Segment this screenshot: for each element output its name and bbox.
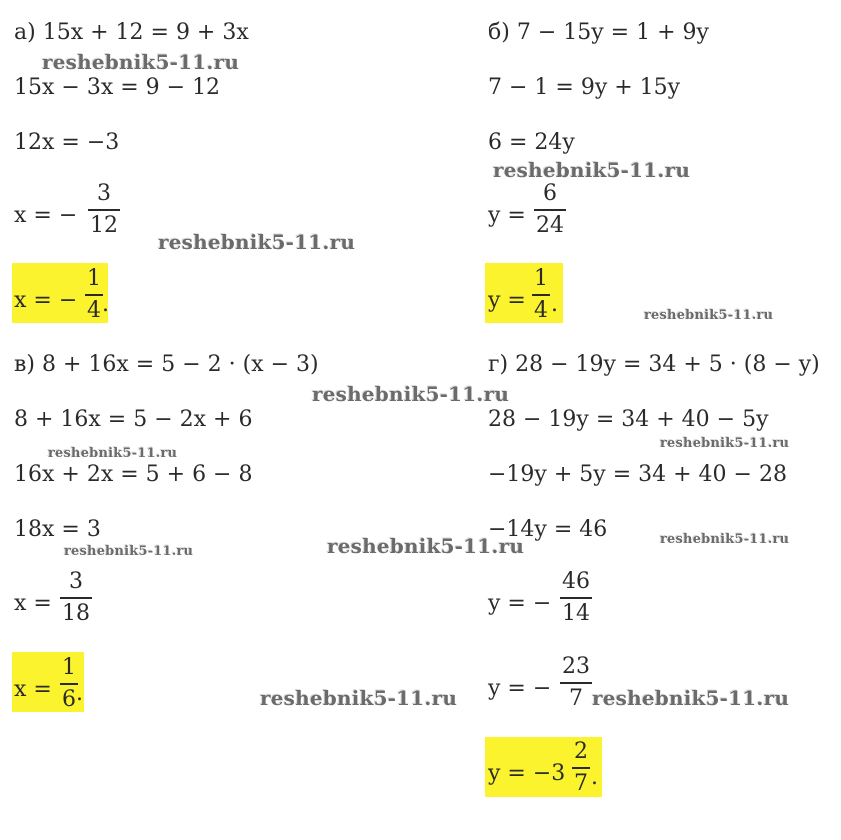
fraction-bar — [60, 597, 92, 599]
fraction-numerator: 3 — [97, 181, 111, 206]
fraction-denominator: 12 — [90, 212, 118, 238]
fraction-bar — [572, 767, 590, 769]
fraction-denominator: 18 — [62, 600, 90, 626]
fraction-bar — [560, 597, 592, 599]
problem-g-eq: 28 − 19y = 34 + 5 · (8 − y) — [515, 352, 820, 377]
fraction-denominator: 4 — [87, 297, 101, 323]
fraction-bar — [560, 682, 592, 684]
problem-a-label: а) — [14, 20, 36, 45]
problem-v-step-3: 18x = 3 — [14, 517, 101, 542]
problem-g-frac2-lhs: y = − — [488, 676, 552, 701]
problem-g-label: г) — [488, 352, 509, 377]
problem-b-label: б) — [488, 20, 510, 45]
problem-v-answer-lhs: x = — [14, 677, 52, 702]
problem-v-answer-dot: . — [76, 681, 83, 706]
watermark-text: reshebnik5-11.ru — [312, 382, 510, 406]
problem-g-answer-dot: . — [591, 765, 598, 790]
problem-a-answer-fraction — [85, 267, 103, 323]
problem-g-step-3: −14y = 46 — [488, 517, 608, 542]
fraction-denominator: 14 — [562, 600, 590, 626]
fraction-bar — [532, 294, 550, 296]
problem-b-eq: 7 − 15y = 1 + 9y — [516, 20, 709, 45]
fraction-numerator: 1 — [534, 266, 548, 291]
problem-v-frac-lhs: x = — [14, 591, 52, 616]
problem-g-equation — [488, 352, 820, 378]
problem-b-fraction — [534, 182, 566, 238]
problem-v-step-2: 16x + 2x = 5 + 6 − 8 — [14, 462, 253, 487]
problem-v-fraction — [60, 570, 92, 626]
fraction-numerator: 3 — [69, 569, 83, 594]
problem-b-answer-lhs: y = — [488, 288, 526, 313]
fraction-bar — [85, 294, 103, 296]
fraction-numerator: 23 — [562, 654, 590, 679]
problem-v-equation — [14, 352, 319, 378]
problem-a-equation — [14, 20, 249, 46]
fraction-denominator: 4 — [534, 297, 548, 323]
problem-g-frac1-lhs: y = − — [488, 591, 552, 616]
problem-g-step-2: −19y + 5y = 34 + 40 − 28 — [488, 462, 787, 487]
problem-v-eq: 8 + 16x = 5 − 2 · (x − 3) — [41, 352, 319, 377]
watermark-text: reshebnik5-11.ru — [493, 158, 691, 182]
problem-a-step-2: 12x = −3 — [14, 130, 120, 155]
fraction-numerator: 1 — [87, 266, 101, 291]
watermark-text: reshebnik5-11.ru — [48, 446, 178, 461]
fraction-bar — [534, 209, 566, 211]
watermark-text: reshebnik5-11.ru — [592, 686, 790, 710]
watermark-text: reshebnik5-11.ru — [644, 308, 774, 323]
watermark-text: reshebnik5-11.ru — [158, 230, 356, 254]
watermark-text: reshebnik5-11.ru — [64, 544, 194, 559]
problem-v-step-1: 8 + 16x = 5 − 2x + 6 — [14, 407, 253, 432]
problem-b-frac-lhs: y = — [488, 203, 526, 228]
problem-b-step-2: 6 = 24y — [488, 130, 575, 155]
problem-a-answer-lhs: x = − — [14, 288, 78, 313]
fraction-bar — [88, 209, 120, 211]
fraction-numerator: 1 — [62, 655, 76, 680]
problem-g-answer-fraction — [572, 740, 590, 796]
fraction-numerator: 2 — [574, 739, 588, 764]
problem-b-equation — [488, 20, 709, 46]
watermark-text: reshebnik5-11.ru — [42, 50, 240, 74]
problem-a-eq: 15x + 12 = 9 + 3x — [42, 20, 249, 45]
problem-b-step-1: 7 − 1 = 9y + 15y — [488, 75, 681, 100]
fraction-denominator: 24 — [536, 212, 564, 238]
watermark-text: reshebnik5-11.ru — [327, 534, 525, 558]
fraction-denominator: 7 — [574, 770, 588, 796]
watermark-text: reshebnik5-11.ru — [260, 686, 458, 710]
problem-a-fraction — [88, 182, 120, 238]
problem-b-answer-dot: . — [551, 292, 558, 317]
problem-a-frac-lhs: x = − — [14, 203, 78, 228]
fraction-numerator: 46 — [562, 569, 590, 594]
problem-b-answer-fraction — [532, 267, 550, 323]
problem-a-answer-dot: . — [102, 292, 109, 317]
problem-g-fraction-1 — [560, 570, 592, 626]
problem-g-step-1: 28 − 19y = 34 + 40 − 5y — [488, 407, 769, 432]
problem-g-answer-lhs: y = −3 — [488, 761, 566, 786]
problem-g-fraction-2 — [560, 655, 592, 711]
fraction-denominator: 6 — [62, 686, 76, 712]
watermark-text: reshebnik5-11.ru — [660, 436, 790, 451]
problem-v-label: в) — [14, 352, 35, 377]
fraction-numerator: 6 — [543, 181, 557, 206]
watermark-text: reshebnik5-11.ru — [660, 532, 790, 547]
fraction-denominator: 7 — [569, 685, 583, 711]
problem-a-step-1: 15x − 3x = 9 − 12 — [14, 75, 221, 100]
